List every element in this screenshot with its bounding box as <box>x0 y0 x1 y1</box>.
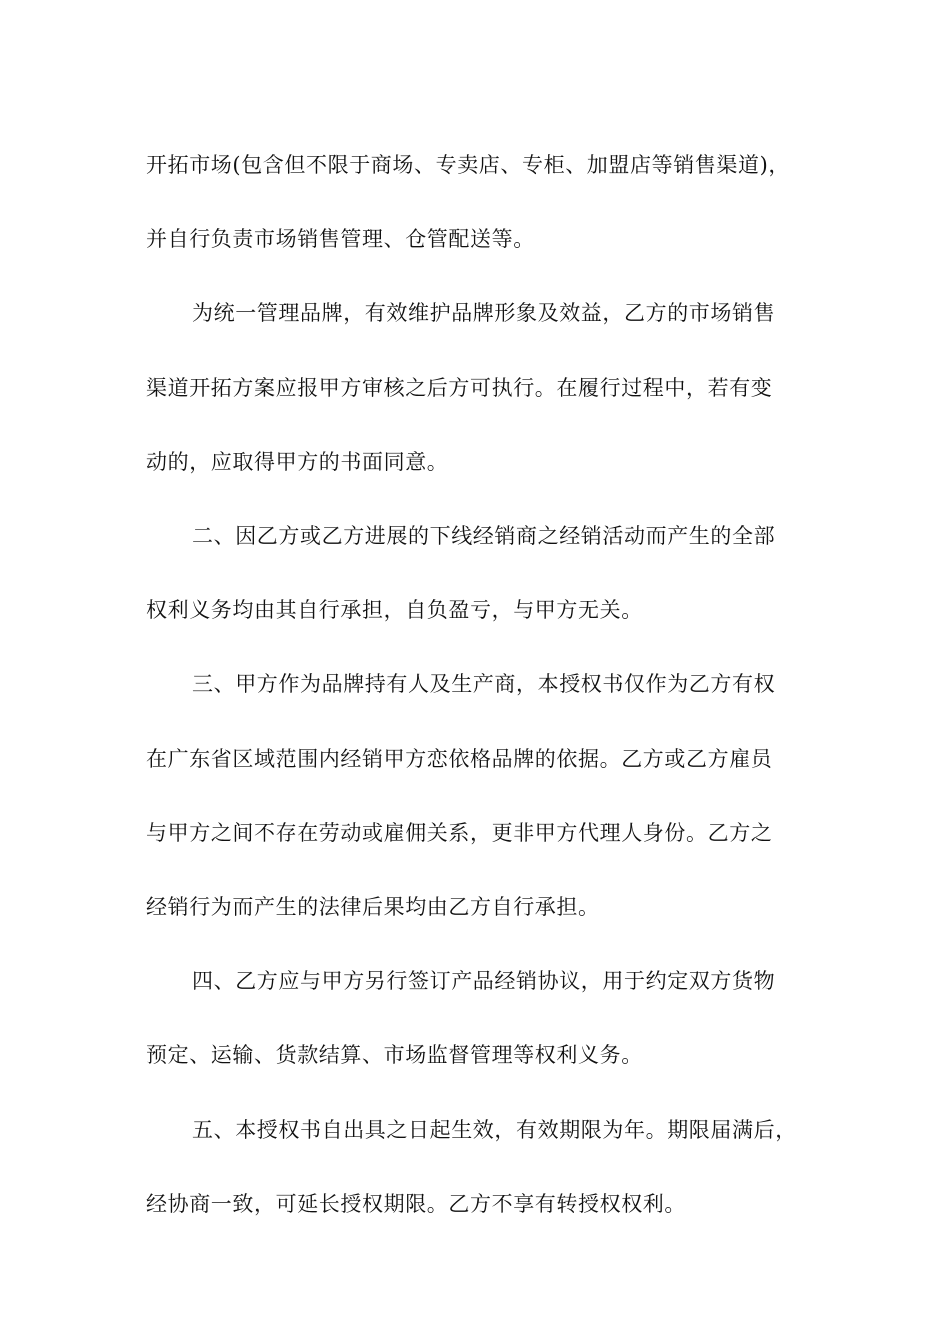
text-line-15: 经协商一致，可延长授权期限。乙方不享有转授权权利。 <box>146 1191 686 1216</box>
text-line-4: 渠道开拓方案应报甲方审核之后方可执行。在履行过程中，若有变 <box>146 375 773 400</box>
clause-two: 二、因乙方或乙方进展的下线经销商之经销活动而产生的全部 <box>192 524 776 549</box>
clause-four: 四、乙方应与甲方另行签订产品经销协议，用于约定双方货物 <box>192 969 776 994</box>
text-line-13: 预定、运输、货款结算、市场监督管理等权利义务。 <box>146 1043 643 1068</box>
text-line-9: 在广东省区域范围内经销甲方恋依格品牌的依据。乙方或乙方雇员 <box>146 746 773 771</box>
text-line-10: 与甲方之间不存在劳动或雇佣关系，更非甲方代理人身份。乙方之 <box>146 820 773 845</box>
paragraph-brand-management: 为统一管理品牌，有效维护品牌形象及效益，乙方的市场销售 <box>192 301 776 326</box>
clause-three: 三、甲方作为品牌持有人及生产商，本授权书仅作为乙方有权 <box>192 672 776 697</box>
document-body <box>146 128 806 1241</box>
text-line-7: 权利义务均由其自行承担，自负盈亏，与甲方无关。 <box>146 598 643 623</box>
text-line-2: 并自行负责市场销售管理、仓管配送等。 <box>146 227 535 252</box>
text-line-5: 动的，应取得甲方的书面同意。 <box>146 449 449 474</box>
clause-five: 五、本授权书自出具之日起生效，有效期限为年。期限届满后， <box>192 1117 797 1142</box>
text-line-11: 经销行为而产生的法律后果均由乙方自行承担。 <box>146 895 600 920</box>
text-line-1: 开拓市场(包含但不限于商场、专卖店、专柜、加盟店等销售渠道)， <box>146 153 790 177</box>
